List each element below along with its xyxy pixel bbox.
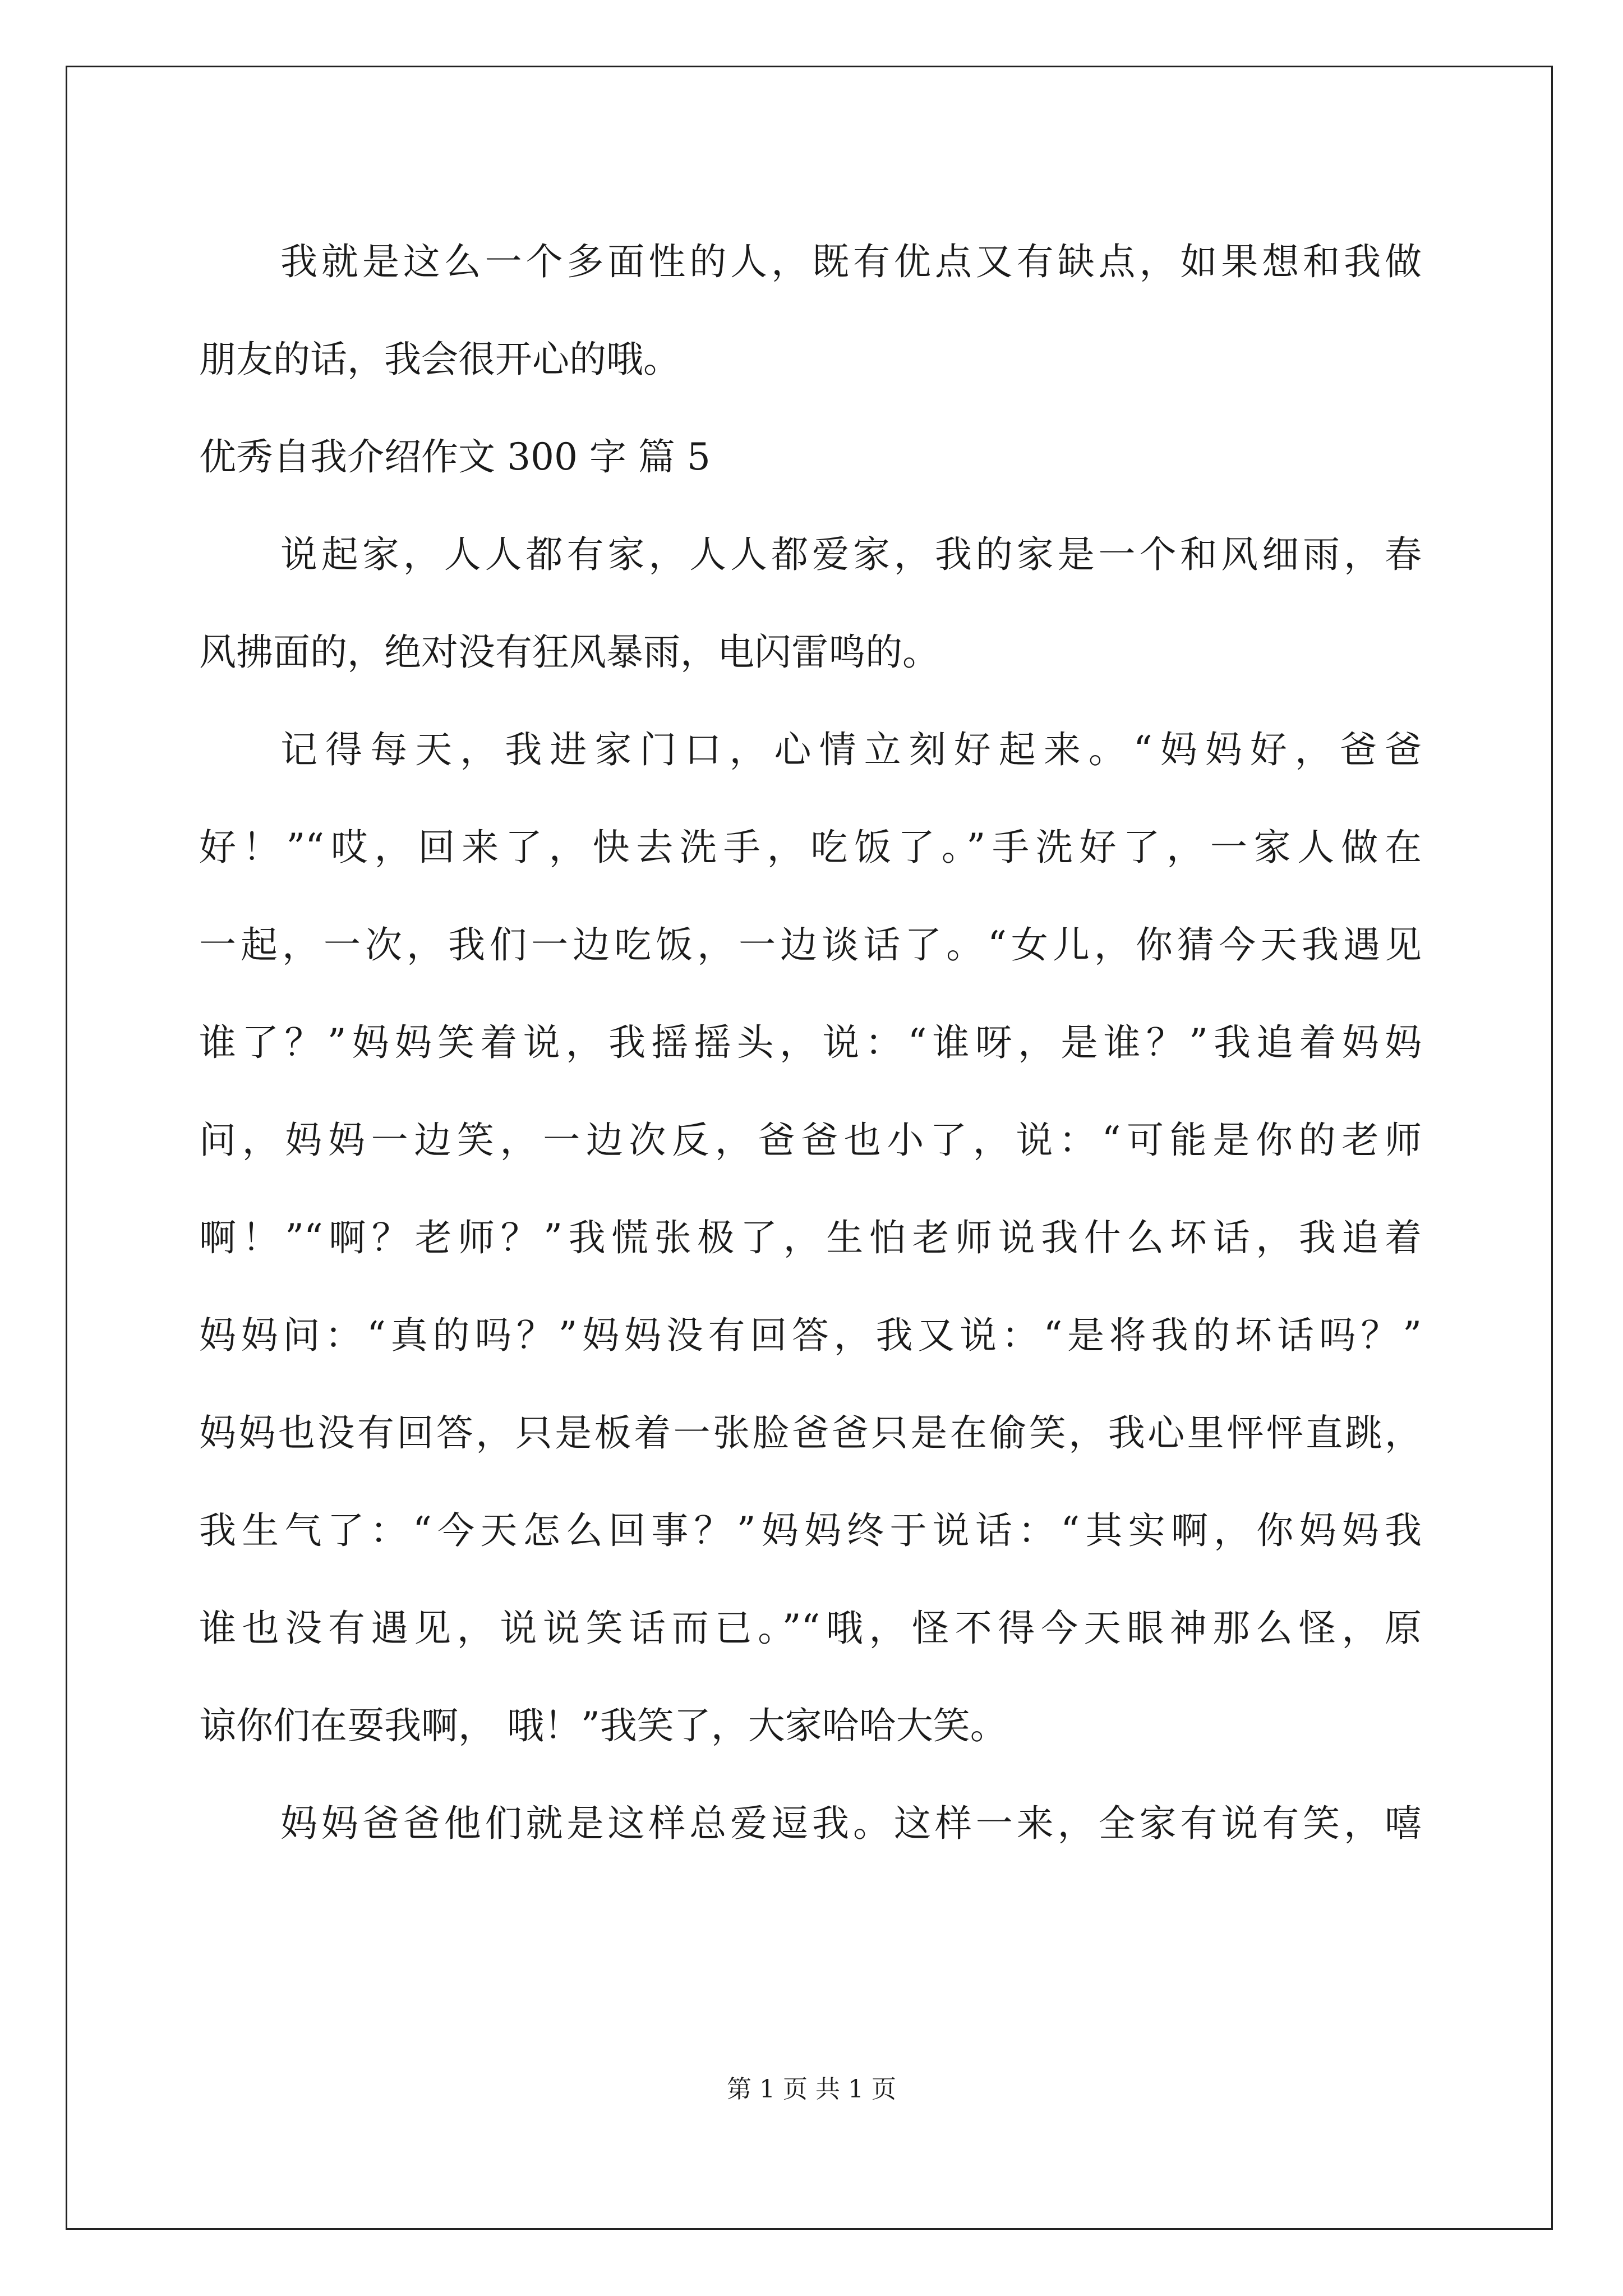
paragraph-line: 谅你们在耍我啊， 哦！”我笑了，大家哈哈大笑。 xyxy=(199,1704,1007,1747)
paragraph-line: 一起，一次，我们一边吃饭，一边谈话了。“女儿，你猜今天我遇见 xyxy=(199,923,1422,967)
paragraph-line: 妈妈爸爸他们就是这样总爱逗我。这样一来，全家有说有笑，嘻 xyxy=(280,1802,1422,1845)
paragraph-line: 好！”“哎，回来了，快去洗手，吃饭了。”手洗好了，一家人做在 xyxy=(199,826,1422,869)
paragraph-line: 啊！”“啊？老师？”我慌张极了，生怕老师说我什么坏话，我追着 xyxy=(199,1216,1422,1259)
paragraph-line: 风拂面的，绝对没有狂风暴雨，电闪雷鸣的。 xyxy=(199,631,939,674)
page-number: 第 1 页 共 1 页 xyxy=(727,2075,896,2104)
document-body xyxy=(199,213,1422,1872)
paragraph-line: 我就是这么一个多面性的人，既有优点又有缺点，如果想和我做 xyxy=(280,240,1422,283)
paragraph-line: 谁也没有遇见，说说笑话而已。”“哦，怪不得今天眼神那么怪，原 xyxy=(199,1607,1422,1650)
paragraph-line: 朋友的话，我会很开心的哦。 xyxy=(199,338,680,381)
paragraph-line: 妈妈问：“真的吗？”妈妈没有回答，我又说：“是将我的坏话吗？” xyxy=(199,1314,1422,1357)
paragraph-line: 问，妈妈一边笑，一边次反，爸爸也小了，说：“可能是你的老师 xyxy=(199,1119,1422,1162)
paragraph-line: 记得每天，我进家门口，心情立刻好起来。“妈妈好，爸爸 xyxy=(280,728,1422,771)
paragraph-line: 说起家，人人都有家，人人都爱家，我的家是一个和风细雨，春 xyxy=(280,533,1422,576)
paragraph-line: 我生气了：“今天怎么回事？”妈妈终于说话：“其实啊，你妈妈我 xyxy=(199,1509,1422,1552)
paragraph-line: 妈妈也没有回答，只是板着一张脸爸爸只是在偷笑，我心里怦怦直跳， xyxy=(199,1411,1422,1455)
paragraph-line: 谁了？”妈妈笑着说，我摇摇头，说：“谁呀，是谁？”我追着妈妈 xyxy=(199,1021,1422,1064)
section-heading: 优秀自我介绍作文 300 字 篇 5 xyxy=(199,435,711,478)
